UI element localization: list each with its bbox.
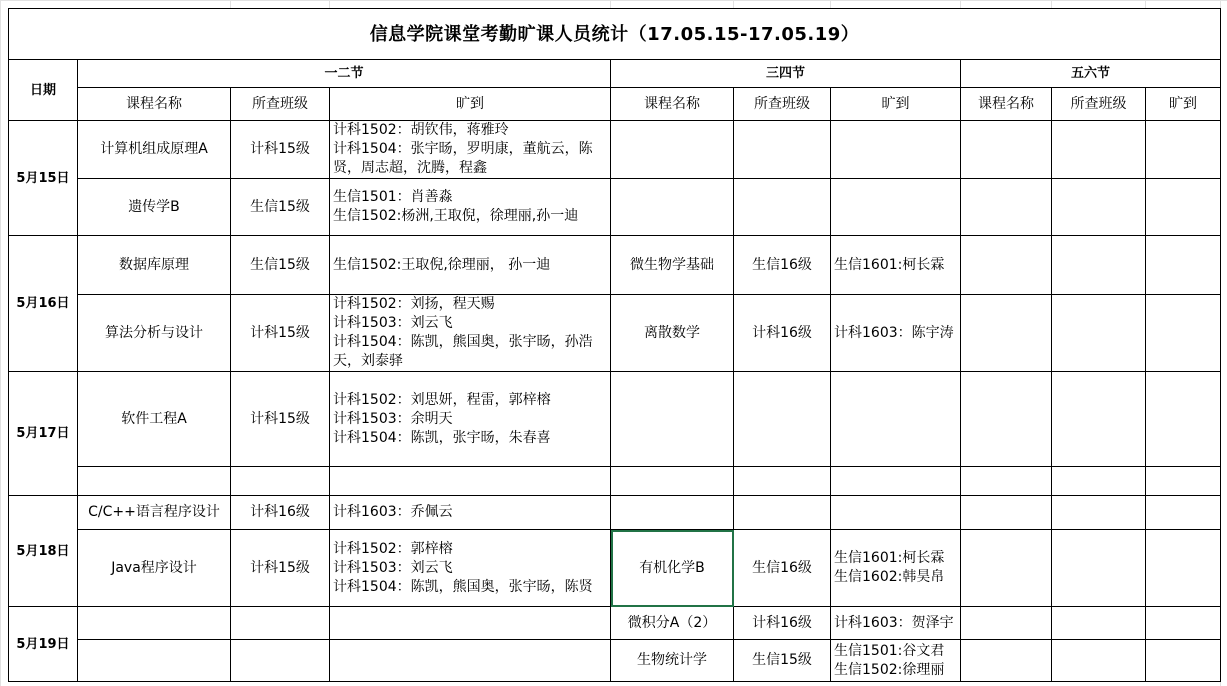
class-cell[interactable]: 生信15级 — [231, 179, 330, 236]
header-date[interactable]: 日期 — [9, 60, 78, 121]
empty-cell[interactable] — [831, 121, 961, 179]
empty-cell[interactable] — [231, 607, 330, 640]
empty-cell[interactable] — [961, 607, 1052, 640]
header-class-56[interactable]: 所查班级 — [1052, 88, 1146, 121]
empty-cell[interactable] — [961, 295, 1052, 372]
header-absent-12[interactable]: 旷到 — [330, 88, 611, 121]
course-cell[interactable]: 微积分A（2） — [611, 607, 734, 640]
header-course-12[interactable]: 课程名称 — [78, 88, 231, 121]
absent-cell[interactable] — [330, 179, 611, 236]
absent-cell[interactable] — [831, 640, 961, 682]
absent-cell[interactable] — [330, 295, 611, 372]
absent-cell[interactable] — [330, 121, 611, 179]
absent-line: 计科1502：刘思妍，程雷，郭梓榕 — [333, 391, 551, 408]
absent-line: 生信1602:韩昊帛 — [834, 569, 945, 585]
empty-cell[interactable] — [1052, 295, 1146, 372]
header-period-56[interactable]: 五六节 — [961, 60, 1221, 88]
absent-cell[interactable] — [831, 295, 961, 372]
absent-line: 生信1601:柯长霖 — [834, 550, 945, 566]
gridline — [1145, 0, 1146, 8]
empty-cell[interactable] — [734, 372, 831, 467]
date-cell[interactable]: 5月15日 — [9, 121, 78, 236]
empty-cell[interactable] — [1146, 640, 1221, 682]
empty-cell[interactable] — [330, 640, 611, 682]
absent-line: 计科1603：陈宇涛 — [834, 324, 954, 341]
empty-cell[interactable] — [1052, 530, 1146, 607]
absent-line: 生信1501：肖善淼 — [333, 189, 453, 205]
empty-cell[interactable] — [1146, 467, 1221, 496]
class-cell[interactable]: 计科15级 — [231, 372, 330, 467]
empty-cell[interactable] — [1146, 295, 1221, 372]
empty-cell[interactable] — [1052, 121, 1146, 179]
absent-line: 生信1502:徐理丽 — [834, 661, 945, 678]
gridline — [960, 0, 961, 8]
gridline — [230, 0, 231, 8]
absent-line: 计科1502：刘扬，程天赐 — [333, 296, 495, 312]
empty-cell[interactable] — [961, 640, 1052, 682]
empty-cell[interactable] — [734, 121, 831, 179]
absent-cell[interactable] — [831, 530, 961, 607]
empty-cell[interactable] — [78, 640, 231, 682]
empty-cell[interactable] — [611, 121, 734, 179]
absent-line: 计科1503：刘云飞 — [333, 315, 453, 331]
empty-cell[interactable] — [734, 496, 831, 530]
course-cell[interactable]: 微生物学基础 — [611, 236, 734, 295]
attendance-table — [8, 8, 1221, 682]
absent-line: 计科1502：胡钦伟，蒋雅玲 — [333, 122, 509, 138]
empty-cell[interactable] — [611, 372, 734, 467]
empty-cell[interactable] — [78, 467, 231, 496]
header-absent-56[interactable]: 旷到 — [1146, 88, 1221, 121]
empty-cell[interactable] — [1052, 640, 1146, 682]
table-row — [9, 607, 1221, 640]
table-row — [9, 640, 1221, 682]
date-cell[interactable]: 5月18日 — [9, 496, 78, 607]
date-cell[interactable]: 5月16日 — [9, 236, 78, 372]
absent-line: 计科1603：乔佩云 — [333, 504, 453, 520]
absent-line: 计科1603：贺泽宇 — [834, 614, 954, 631]
absent-cell[interactable] — [330, 496, 611, 530]
absent-cell[interactable] — [330, 236, 611, 295]
gridline — [329, 0, 330, 8]
table-row — [9, 530, 1221, 607]
absent-line: 计科1502：郭梓榕 — [333, 540, 453, 557]
empty-cell[interactable] — [1146, 496, 1221, 530]
absent-cell[interactable] — [831, 236, 961, 295]
empty-cell[interactable] — [831, 372, 961, 467]
class-cell[interactable]: 生信16级 — [734, 530, 831, 607]
class-cell[interactable]: 计科16级 — [734, 607, 831, 640]
course-cell[interactable]: Java程序设计 — [78, 530, 231, 607]
empty-cell[interactable] — [734, 179, 831, 236]
course-cell[interactable]: 算法分析与设计 — [78, 295, 231, 372]
empty-cell[interactable] — [1052, 372, 1146, 467]
empty-cell[interactable] — [734, 467, 831, 496]
empty-cell[interactable] — [611, 467, 734, 496]
class-cell[interactable]: 计科15级 — [231, 121, 330, 179]
empty-cell[interactable] — [831, 496, 961, 530]
empty-cell[interactable] — [1146, 372, 1221, 467]
class-cell[interactable]: 生信15级 — [231, 236, 330, 295]
absent-line: 生信1502:王取倪,徐理丽， 孙一迪 — [333, 256, 551, 273]
empty-cell[interactable] — [1146, 236, 1221, 295]
empty-cell[interactable] — [611, 179, 734, 236]
empty-cell[interactable] — [961, 496, 1052, 530]
absent-line: 生信1601:柯长霖 — [834, 256, 945, 273]
header-class-34[interactable]: 所查班级 — [734, 88, 831, 121]
empty-cell[interactable] — [1052, 467, 1146, 496]
empty-cell[interactable] — [1146, 530, 1221, 607]
gridline — [830, 0, 831, 8]
table-row — [9, 467, 1221, 496]
empty-cell[interactable] — [231, 640, 330, 682]
course-cell[interactable]: 生物统计学 — [611, 640, 734, 682]
course-cell[interactable]: 计算机组成原理A — [78, 121, 231, 179]
gridline — [610, 0, 611, 8]
empty-cell[interactable] — [1146, 179, 1221, 236]
empty-cell[interactable] — [1146, 121, 1221, 179]
course-cell[interactable]: 软件工程A — [78, 372, 231, 467]
empty-cell[interactable] — [961, 372, 1052, 467]
empty-cell[interactable] — [831, 467, 961, 496]
course-cell[interactable]: C/C++语言程序设计 — [78, 496, 231, 530]
course-cell[interactable]: 遗传学B — [78, 179, 231, 236]
empty-cell[interactable] — [611, 496, 734, 530]
empty-cell[interactable] — [1146, 607, 1221, 640]
selected-course-cell[interactable]: 有机化学B — [611, 530, 734, 607]
header-absent-34[interactable]: 旷到 — [831, 88, 961, 121]
course-cell[interactable]: 离散数学 — [611, 295, 734, 372]
table-row — [9, 236, 1221, 295]
absent-line: 计科1504：张宇旸，罗明康，董航云，陈贤，周志超，沈腾，程鑫 — [333, 141, 593, 176]
absent-line: 计科1504：陈凯，熊国奥，张宇旸，陈贤 — [333, 578, 593, 595]
absent-cell[interactable] — [831, 607, 961, 640]
empty-cell[interactable] — [961, 179, 1052, 236]
class-cell[interactable]: 计科16级 — [734, 295, 831, 372]
header-course-56[interactable]: 课程名称 — [961, 88, 1052, 121]
empty-cell[interactable] — [1052, 607, 1146, 640]
empty-cell[interactable] — [1052, 236, 1146, 295]
class-cell[interactable]: 计科15级 — [231, 530, 330, 607]
gridline — [0, 0, 1227, 1]
date-cell[interactable]: 5月19日 — [9, 607, 78, 682]
empty-cell[interactable] — [961, 467, 1052, 496]
date-cell[interactable]: 5月17日 — [9, 372, 78, 496]
class-cell[interactable]: 生信16级 — [734, 236, 831, 295]
page-title[interactable]: 信息学院课堂考勤旷课人员统计（17.05.15-17.05.19） — [9, 9, 1221, 60]
absent-line: 生信1501:谷文君 — [834, 642, 945, 659]
course-cell[interactable]: 数据库原理 — [78, 236, 231, 295]
gridline — [1051, 0, 1052, 8]
header-period-12[interactable]: 一二节 — [78, 60, 611, 88]
empty-cell[interactable] — [961, 236, 1052, 295]
empty-cell[interactable] — [330, 467, 611, 496]
absent-line: 生信1502:杨洲,王取倪，徐理丽,孙一迪 — [333, 208, 579, 224]
table-row — [9, 121, 1221, 179]
absent-line: 计科1504：陈凯，张宇旸，朱春喜 — [333, 429, 551, 446]
absent-line: 计科1503：余明天 — [333, 410, 453, 427]
header-class-12[interactable]: 所查班级 — [231, 88, 330, 121]
absent-cell[interactable] — [330, 530, 611, 607]
absent-line: 计科1504：陈凯，熊国奥，张宇旸，孙浩天，刘泰驿 — [333, 334, 593, 369]
table-row — [9, 496, 1221, 530]
header-course-34[interactable]: 课程名称 — [611, 88, 734, 121]
class-cell[interactable]: 生信15级 — [734, 640, 831, 682]
table-row — [9, 372, 1221, 467]
class-cell[interactable]: 计科15级 — [231, 295, 330, 372]
header-period-34[interactable]: 三四节 — [611, 60, 961, 88]
gridline — [733, 0, 734, 8]
empty-cell[interactable] — [78, 607, 231, 640]
empty-cell[interactable] — [831, 179, 961, 236]
table-row — [9, 295, 1221, 372]
empty-cell[interactable] — [961, 530, 1052, 607]
empty-cell[interactable] — [1052, 496, 1146, 530]
empty-cell[interactable] — [231, 467, 330, 496]
empty-cell[interactable] — [961, 121, 1052, 179]
class-cell[interactable]: 计科16级 — [231, 496, 330, 530]
absent-line: 计科1503：刘云飞 — [333, 559, 453, 576]
gridline — [0, 0, 1, 686]
empty-cell[interactable] — [330, 607, 611, 640]
empty-cell[interactable] — [1052, 179, 1146, 236]
absent-cell[interactable] — [330, 372, 611, 467]
table-row — [9, 179, 1221, 236]
